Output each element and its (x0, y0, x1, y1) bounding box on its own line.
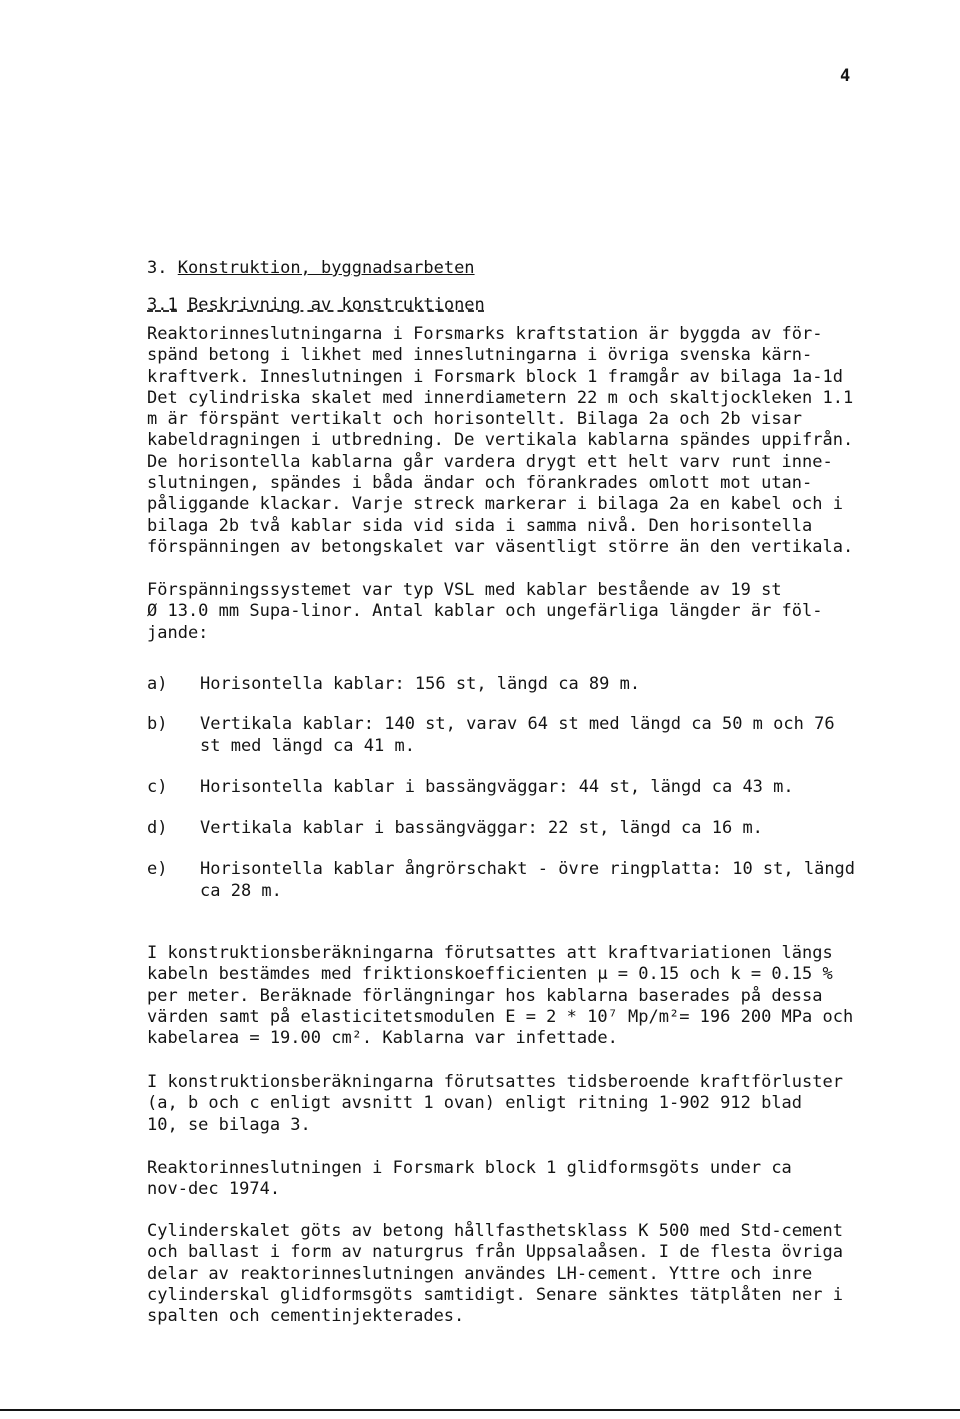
text-line: nov-dec 1974. (147, 1179, 281, 1200)
text-line: slutningen, spändes i båda ändar och förankrades omlott mot utan- (147, 473, 813, 494)
text-line: påliggande klackar. Varje streck markerar i bilaga 2a en kabel och i (147, 494, 843, 515)
text-line: cylinderskal glidformsgöts samtidigt. Senare sänktes tätplåten ner i (147, 1284, 843, 1305)
text-line: Cylinderskalet göts av betong hållfasthetsklass K 500 med Std-cement (147, 1221, 843, 1241)
text-line: kabeln bestämdes med friktionskoefficienten μ = 0.15 och k = 0.15 % (147, 964, 833, 985)
text-line: bilaga 2b två kablar sida vid sida i samma nivå. Den horisontella (147, 515, 813, 536)
paragraph-concrete (147, 1221, 867, 1327)
text-line: kabeldragningen i utbredning. De vertikala kablarna spändes uppifrån. (147, 430, 854, 451)
text-line: Vertikala kablar i bassängväggar: 22 st, längd ca 16 m. (200, 818, 763, 838)
subsection-title: Beskrivning av konstruktionen (187, 295, 485, 315)
list-marker: e) (147, 859, 168, 879)
text-line: I konstruktionsberäkningarna förutsattes tidsberoende kraftförluster (147, 1072, 843, 1092)
list-marker: a) (147, 674, 168, 694)
section-number: 3. (147, 258, 168, 278)
paragraph-prestress-system (147, 580, 867, 644)
text-line: delar av reaktorinneslutningen användes LH-cement. Yttre och inre (147, 1263, 813, 1284)
text-line: Vertikala kablar: 140 st, varav 64 st med längd ca 50 m och 76 (200, 714, 835, 734)
text-line: förspänningen av betongskalet var väsentligt större än den vertikala. (147, 536, 854, 557)
text-line: spänd betong i likhet med inneslutningarna i övriga svenska kärn- (147, 345, 813, 366)
text-line: värden samt på elasticitetsmodulen E = 2 * 10⁷ Mp/m²= 196 200 MPa och (147, 1006, 854, 1027)
page-number: 4 (840, 66, 851, 86)
text-line: st med längd ca 41 m. (200, 736, 415, 756)
text-line: 10, se bilaga 3. (147, 1114, 311, 1135)
text-line: kraftverk. Inneslutningen i Forsmark block 1 framgår av bilaga 1a-1d (147, 366, 843, 387)
subsection-heading (147, 295, 485, 316)
paragraph-description (147, 324, 867, 558)
text-line: (a, b och c enligt avsnitt 1 ovan) enligt ritning 1-902 912 blad (147, 1093, 803, 1114)
text-line: m är förspänt vertikalt och horisontellt. Bilaga 2a och 2b visar (147, 409, 803, 430)
paragraph-calculations (147, 943, 867, 1049)
text-line: och ballast i form av naturgrus från Uppsalaåsen. I de flesta övriga (147, 1242, 843, 1263)
text-line: Horisontella kablar: 156 st, längd ca 89 m. (200, 674, 641, 694)
subsection-number: 3.1 (147, 295, 178, 315)
text-line: Det cylindriska skalet med innerdiametern 22 m och skaltjockleken 1.1 (147, 387, 854, 408)
text-line: Horisontella kablar i bassängväggar: 44 st, längd ca 43 m. (200, 777, 794, 797)
text-line: De horisontella kablarna går vardera drygt ett helt varv runt inne- (147, 451, 833, 472)
text-line: Reaktorinneslutningarna i Forsmarks kraftstation är byggda av för- (147, 324, 823, 344)
text-line: per meter. Beräknade förlängningar hos kablarna baserades på dessa (147, 985, 823, 1006)
text-line: Förspänningssystemet var typ VSL med kablar bestående av 19 st (147, 580, 782, 600)
section-title: Konstruktion, byggnadsarbeten (177, 258, 475, 278)
list-marker: b) (147, 714, 168, 734)
list-marker: d) (147, 818, 168, 838)
section-heading (147, 258, 475, 279)
text-line: spalten och cementinjekterades. (147, 1306, 465, 1327)
text-line: Reaktorinneslutningen i Forsmark block 1 glidformsgöts under ca (147, 1158, 792, 1178)
text-line: ca 28 m. (200, 881, 282, 901)
text-line: Ø 13.0 mm Supa-linor. Antal kablar och ungefärliga längder är föl- (147, 601, 823, 622)
bottom-rule (0, 1409, 960, 1411)
text-line: jande: (147, 622, 209, 643)
paragraph-time-losses (147, 1072, 867, 1136)
paragraph-casting-date (147, 1158, 867, 1201)
text-line: Horisontella kablar ångrörschakt - övre ringplatta: 10 st, längd (200, 859, 856, 879)
text-line: I konstruktionsberäkningarna förutsattes att kraftvariationen längs (147, 943, 833, 963)
text-line: kabelarea = 19.00 cm². Kablarna var infettade. (147, 1028, 618, 1049)
list-marker: c) (147, 777, 168, 797)
